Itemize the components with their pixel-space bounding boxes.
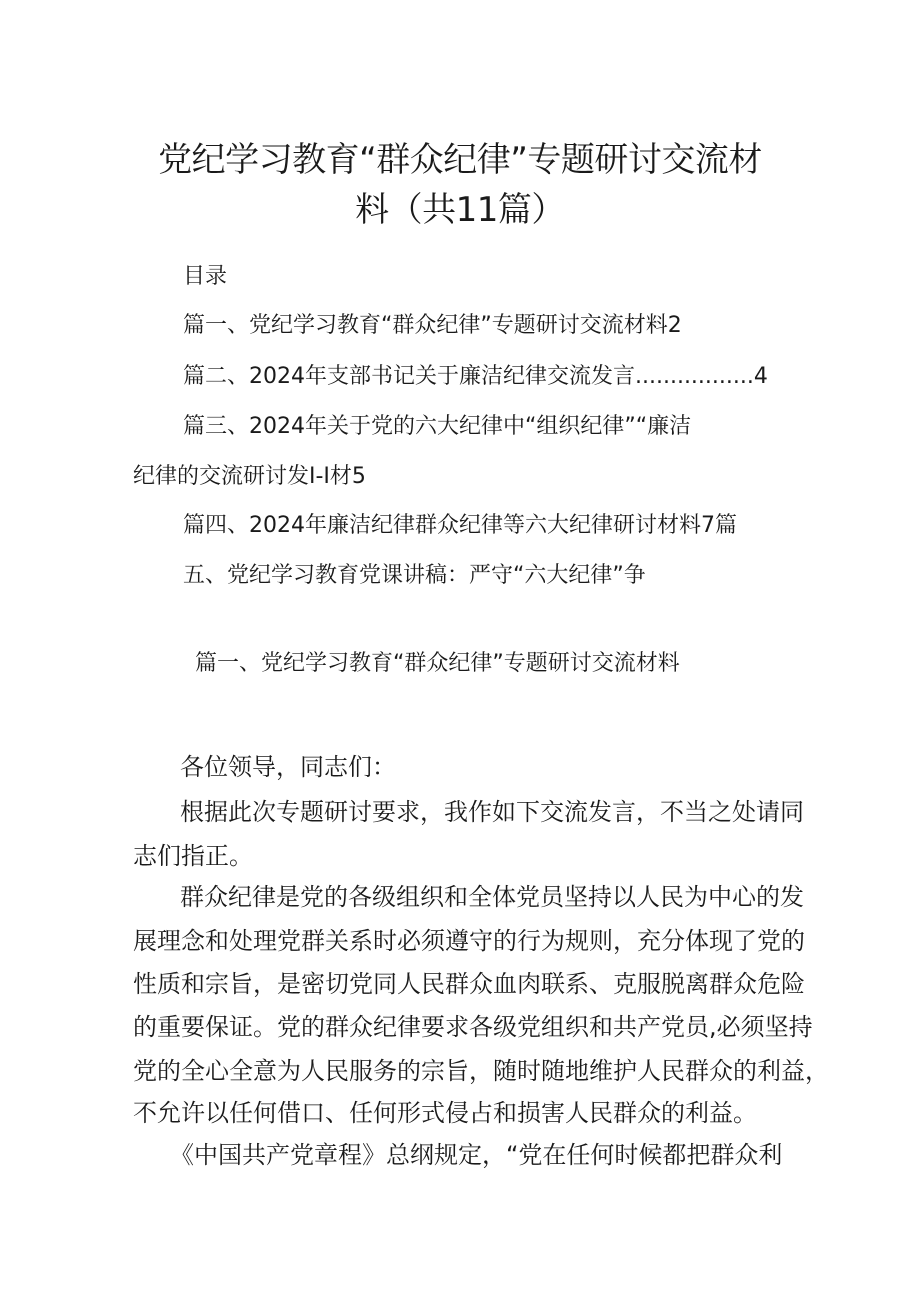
toc-entry[interactable]: 五、党纪学习教育党课讲稿：严守“六大纪律”争	[183, 563, 646, 588]
body-paragraph-line: 不允许以任何借口、任何形式侵占和损害人民群众的利益。	[133, 1099, 757, 1127]
toc-entry[interactable]: 篇三、2024年关于党的六大纪律中“组织纪律”“廉洁	[183, 414, 692, 439]
body-paragraph-line: 志们指正。	[133, 842, 253, 870]
body-paragraph-line: 性质和宗旨，是密切党同人民群众血肉联系、克服脱离群众危险	[133, 970, 805, 998]
toc-entry-continuation[interactable]: 纪律的交流研讨发I-I材5	[133, 464, 366, 489]
body-paragraph-line: 的重要保证。党的群众纪律要求各级党组织和共产党员,必须坚持	[133, 1013, 813, 1041]
body-paragraph-line: 根据此次专题研讨要求，我作如下交流发言，不当之处请同	[180, 798, 804, 826]
body-paragraph-line: 群众纪律是党的各级组织和全体党员坚持以人民为中心的发	[180, 883, 804, 911]
body-paragraph-line: 各位领导，同志们：	[180, 753, 396, 781]
body-paragraph-line: 党的全心全意为人民服务的宗旨，随时随地维护人民群众的利益，	[133, 1057, 829, 1085]
toc-heading: 目录	[183, 264, 228, 289]
document-title-line-1: 党纪学习教育“群众纪律”专题研讨交流材	[158, 140, 762, 180]
toc-entry[interactable]: 篇四、2024年廉洁纪律群众纪律等六大纪律研讨材料7篇	[183, 513, 737, 538]
toc-entry[interactable]: 篇二、2024年支部书记关于廉洁纪律交流发言.................4	[183, 364, 768, 389]
section-heading: 篇一、党纪学习教育“群众纪律”专题研讨交流材料	[195, 651, 680, 676]
document-title-line-2: 料（共11篇）	[355, 190, 565, 230]
toc-entry[interactable]: 篇一、党纪学习教育“群众纪律”专题研讨交流材料2	[183, 313, 682, 338]
body-paragraph-line: 展理念和处理党群关系时必须遵守的行为规则，充分体现了党的	[133, 927, 805, 955]
body-paragraph-line: 《中国共产党章程》总纲规定，“党在任何时候都把群众利	[170, 1141, 783, 1169]
